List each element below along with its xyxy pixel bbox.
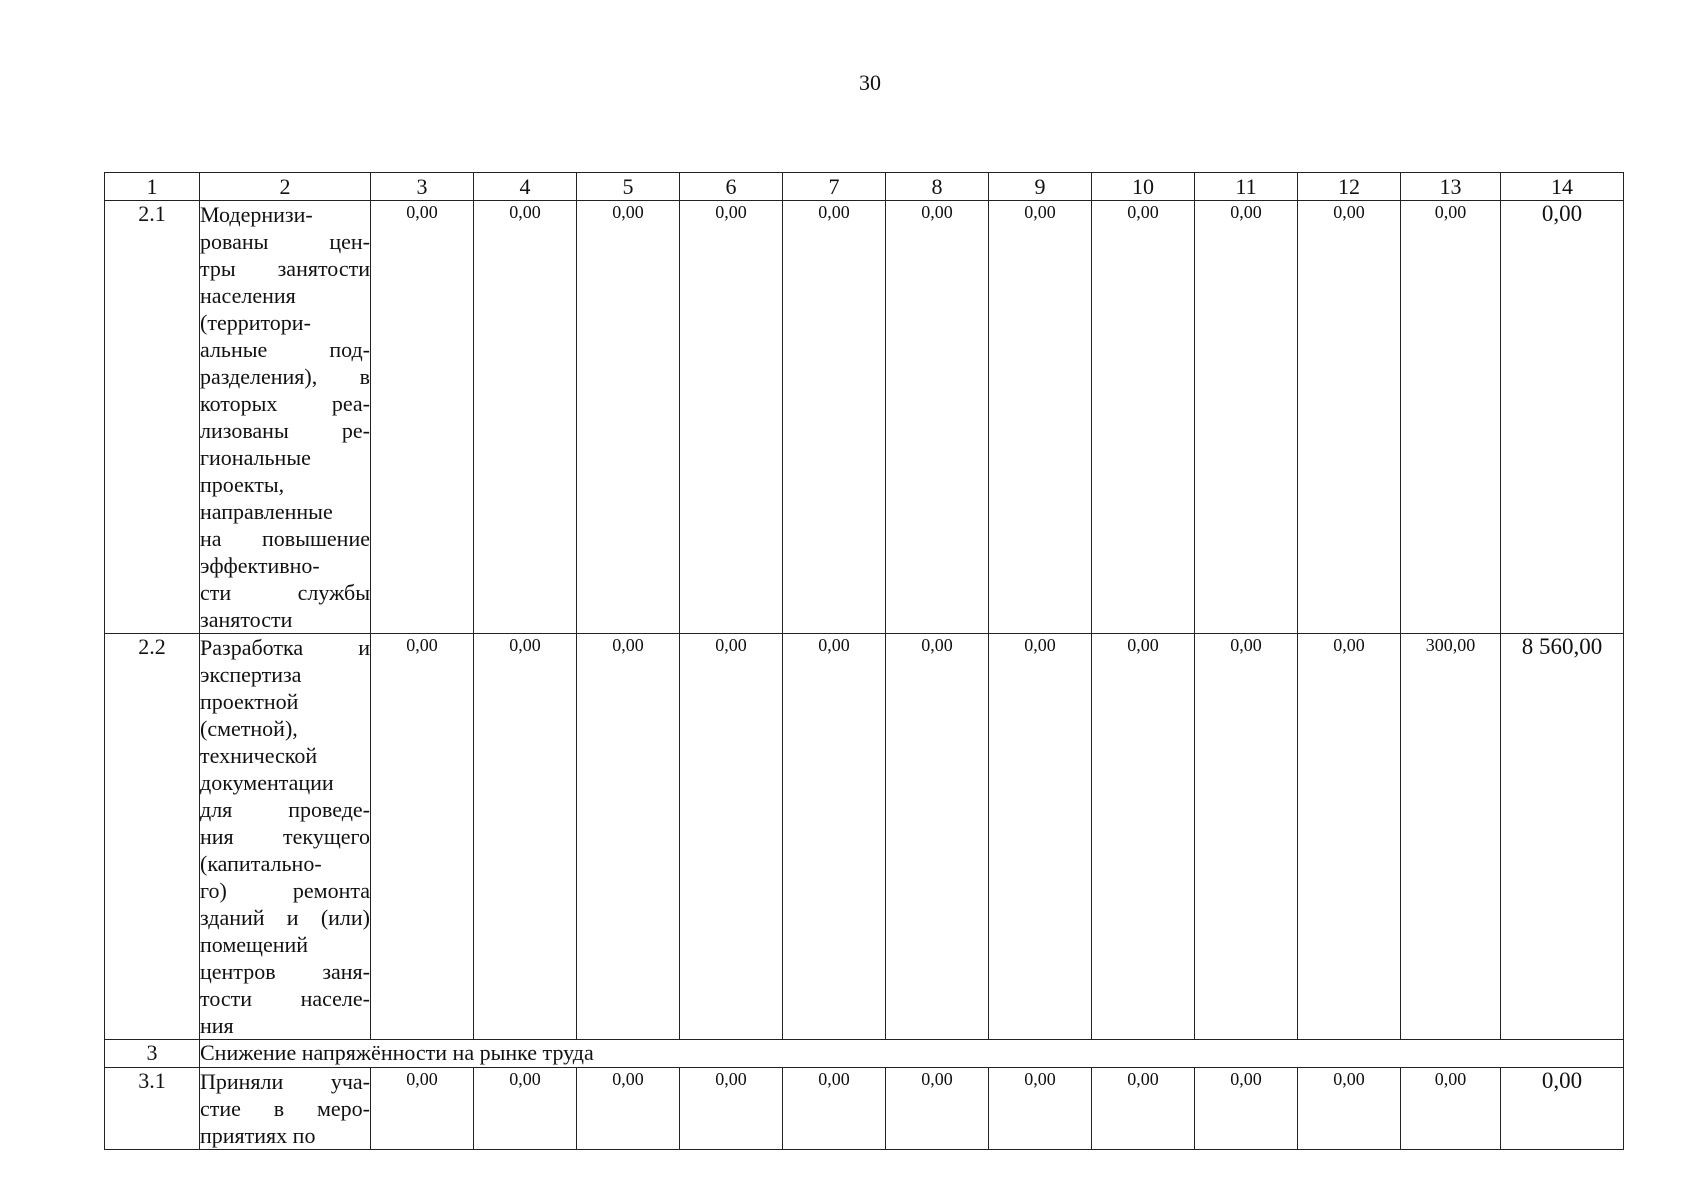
description-line: разделения), в	[200, 364, 370, 389]
total-cell: 0,00	[1501, 201, 1624, 634]
description-line: направленные	[200, 499, 333, 524]
description-line: стие в меро-	[200, 1096, 370, 1121]
column-header-11: 11	[1195, 173, 1298, 201]
value-cell: 0,00	[474, 201, 577, 634]
value-cell: 0,00	[474, 634, 577, 1040]
description-line: (территори-	[200, 310, 311, 335]
value-cell: 0,00	[680, 634, 783, 1040]
row-description	[200, 1068, 371, 1150]
value-cell: 0,00	[1195, 1068, 1298, 1150]
value-cell: 0,00	[886, 201, 989, 634]
value-cell: 0,00	[989, 634, 1092, 1040]
column-header-1: 1	[105, 173, 200, 201]
description-line: для проведе-	[200, 797, 370, 822]
description-line: технической	[200, 743, 318, 768]
description-line: ния текущего	[200, 824, 370, 849]
description-line: тры занятости	[200, 256, 370, 281]
value-cell: 0,00	[371, 201, 474, 634]
column-header-10: 10	[1092, 173, 1195, 201]
description-line: эффективно-	[200, 553, 320, 578]
value-cell: 300,00	[1401, 634, 1501, 1040]
value-cell: 0,00	[371, 1068, 474, 1150]
description-line: ния	[200, 1013, 234, 1038]
value-cell: 0,00	[577, 201, 680, 634]
column-header-14: 14	[1501, 173, 1624, 201]
description-line: гиональные	[200, 445, 311, 470]
description-line: проекты,	[200, 472, 285, 497]
description-line: экспертиза	[200, 662, 302, 687]
description-line: Модернизи-	[200, 202, 313, 227]
value-cell: 0,00	[886, 1068, 989, 1150]
column-header-3: 3	[371, 173, 474, 201]
total-cell: 8 560,00	[1501, 634, 1624, 1040]
description-line: населения	[200, 283, 296, 308]
value-cell: 0,00	[371, 634, 474, 1040]
column-header-2: 2	[200, 173, 371, 201]
table-row	[105, 1068, 1624, 1150]
description-line: го) ремонта	[200, 878, 370, 903]
value-cell: 0,00	[1298, 201, 1401, 634]
description-line: приятиях по	[200, 1123, 316, 1148]
column-header-6: 6	[680, 173, 783, 201]
description-line: (капитально-	[200, 851, 322, 876]
description-line: центров заня-	[200, 959, 370, 984]
description-line: которых реа-	[200, 391, 370, 416]
column-header-12: 12	[1298, 173, 1401, 201]
value-cell: 0,00	[1195, 634, 1298, 1040]
row-number: 3.1	[105, 1068, 200, 1150]
table-row	[105, 1040, 1624, 1068]
budget-table	[104, 172, 1624, 1150]
page-number: 30	[859, 70, 881, 95]
table-row	[105, 201, 1624, 634]
description-line: помещений	[200, 932, 309, 957]
value-cell: 0,00	[1298, 1068, 1401, 1150]
description-line: на повышение	[200, 526, 370, 551]
column-header-7: 7	[783, 173, 886, 201]
description-line: рованы цен-	[200, 229, 370, 254]
value-cell: 0,00	[783, 1068, 886, 1150]
row-number: 3	[105, 1040, 200, 1068]
description-line: зданий и (или)	[200, 905, 370, 930]
value-cell: 0,00	[1298, 634, 1401, 1040]
description-line: тости населе-	[200, 986, 370, 1011]
value-cell: 0,00	[577, 1068, 680, 1150]
description-line: Разработка и	[200, 635, 370, 660]
column-header-8: 8	[886, 173, 989, 201]
value-cell: 0,00	[577, 634, 680, 1040]
description-line: проектной	[200, 689, 299, 714]
section-title: Снижение напряжённости на рынке труда	[200, 1040, 1624, 1068]
description-line: документации	[200, 770, 334, 795]
column-header-13: 13	[1401, 173, 1501, 201]
row-description	[200, 634, 371, 1040]
value-cell: 0,00	[1092, 1068, 1195, 1150]
value-cell: 0,00	[783, 634, 886, 1040]
value-cell: 0,00	[886, 634, 989, 1040]
value-cell: 0,00	[1195, 201, 1298, 634]
value-cell: 0,00	[989, 201, 1092, 634]
row-number: 2.2	[105, 634, 200, 1040]
description-line: (сметной),	[200, 716, 298, 741]
description-line: сти службы	[200, 580, 370, 605]
table-body	[105, 173, 1624, 1150]
column-header-9: 9	[989, 173, 1092, 201]
value-cell: 0,00	[680, 201, 783, 634]
column-header-4: 4	[474, 173, 577, 201]
value-cell: 0,00	[1401, 201, 1501, 634]
description-line: Приняли уча-	[200, 1069, 370, 1094]
row-description	[200, 201, 371, 634]
value-cell: 0,00	[989, 1068, 1092, 1150]
value-cell: 0,00	[680, 1068, 783, 1150]
table-row	[105, 634, 1624, 1040]
description-line: альные под-	[200, 337, 370, 362]
header-row	[105, 173, 1624, 201]
value-cell: 0,00	[1401, 1068, 1501, 1150]
value-cell: 0,00	[783, 201, 886, 634]
value-cell: 0,00	[1092, 634, 1195, 1040]
value-cell: 0,00	[474, 1068, 577, 1150]
total-cell: 0,00	[1501, 1068, 1624, 1150]
description-line: лизованы ре-	[200, 418, 370, 443]
description-line: занятости	[200, 607, 293, 632]
row-number: 2.1	[105, 201, 200, 634]
value-cell: 0,00	[1092, 201, 1195, 634]
column-header-5: 5	[577, 173, 680, 201]
